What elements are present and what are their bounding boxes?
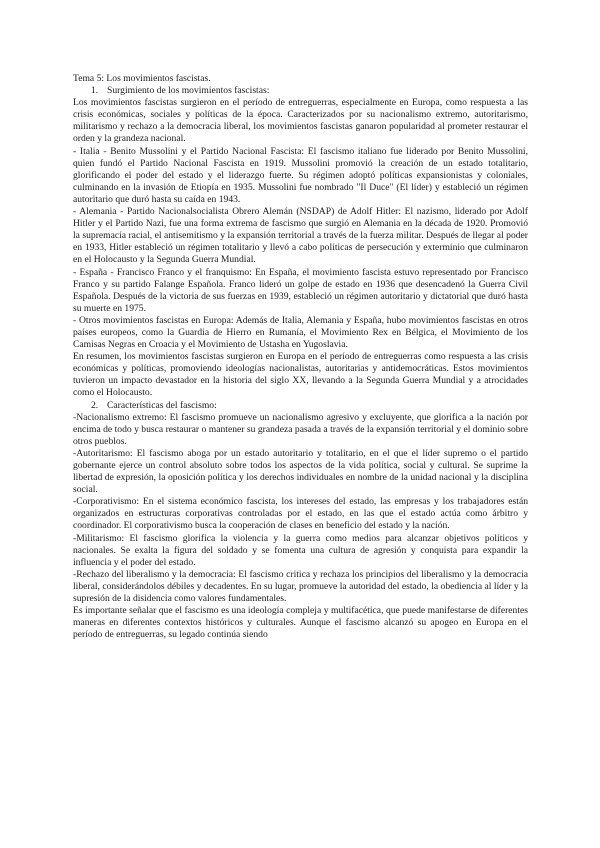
paragraph-militarismo: -Militarismo: El fascismo glorifica la violencia y la guerra como medios para alcanzar objetivos políticos y nacionales. Se exalta la figura del soldado y se fomenta una cultura de agresión y conquista para expandir la influencia y el poder del estado. (73, 532, 528, 568)
paragraph-intro: Los movimientos fascistas surgieron en el período de entreguerras, especialmente en Europa, como respuesta a las crisis económicas, sociales y políticas de la época. Caracterizados por su nacionalismo extremo, autoritarismo, militarismo y rechazo a la democracia liberal, los movimientos fascistas ganaron popularidad al prometer restaurar el orden y la grandeza nacional. (73, 97, 528, 145)
paragraph-italia: - Italia - Benito Mussolini y el Partido Nacional Fascista: El fascismo italiano fue liderado por Benito Mussolini, quien fundó el Partido Nacional Fascista en 1919. Mussolini promovió la creación de un estado totalitario, glorificando el poder del estado y el liderazgo fuerte. Su régimen adoptó políticas expansionistas y coloniales, culminando en la invasión de Etiopía en 1935. Mussolini fue nombrado "Il Duce" (El líder) y estableció un régimen autoritario que duró hasta su caída en 1943. (73, 145, 528, 205)
section-2-heading (73, 400, 528, 412)
section-2-heading-text: Características del fascismo: (107, 399, 217, 411)
paragraph-conclusion: Es importante señalar que el fascismo es una ideología compleja y multifacética, que puede manifestarse de diferentes maneras en diferentes contextos históricos y culturales. Aunque el fascismo alcanzó su apogeo en Europa en el período de entreguerras, su legado continúa siendo (73, 605, 528, 641)
paragraph-resumen: En resumen, los movimientos fascistas surgieron en Europa en el período de entreguerras como respuesta a las crisis económicas y políticas, promoviendo ideologías nacionalistas, autoritarias y antidemocráticas. Estos movimientos tuvieron un impacto devastador en la historia del siglo XX, llevando a la Segunda Guerra Mundial y a atrocidades como el Holocausto. (73, 351, 528, 399)
section-1-heading (73, 85, 528, 97)
paragraph-rechazo: -Rechazo del liberalismo y la democracia: El fascismo critica y rechaza los principios del liberalismo y la democracia liberal, considerándolos débiles y decadentes. En su lugar, promueve la autoridad del estado, la obediencia al líder y la supresión de la disidencia como valores fundamentales. (73, 568, 528, 605)
paragraph-nacionalismo: -Nacionalismo extremo: El fascismo promueve un nacionalismo agresivo y excluyente, que glorifica a la nación por encima de todo y busca restaurar o mantener su grandeza pasada a través de la expansión territorial y el dominio sobre otros pueblos. (73, 411, 528, 447)
paragraph-autoritarismo: -Autoritarismo: El fascismo aboga por un estado autoritario y totalitario, en el que el líder supremo o el partido gobernante ejerce un control absoluto sobre todos los aspectos de la vida política, social y cultural. Se suprime la libertad de expresión, la oposición política y los derechos individuales en nombre de la unidad nacional y la disciplina social. (73, 447, 528, 496)
section-1-number: 1. (91, 85, 99, 97)
document-page (73, 73, 528, 641)
paragraph-espana: - España - Francisco Franco y el franquismo: En España, el movimiento fascista estuvo representado por Francisco Franco y su partido Falange Española. Franco lideró un golpe de estado en 1936 que desencadenó la Guerra Civil Española. Después de la victoria de sus fuerzas en 1939, estableció un régimen autoritario y dictatorial que duró hasta su muerte en 1975. (73, 266, 528, 314)
section-2-number: 2. (91, 399, 99, 411)
document-title: Tema 5: Los movimientos fascistas. (73, 73, 211, 84)
paragraph-otros: - Otros movimientos fascistas en Europa: Además de Italia, Alemania y España, hubo movimientos fascistas en otros países europeos, como la Guardia de Hierro en Rumanía, el Movimiento Rex en Bélgica, el Movimiento de los Camisas Negras en Croacia y el Movimiento de Ustasha en Yugoslavia. (73, 314, 528, 351)
section-1-heading-text: Surgimiento de los movimientos fascistas: (107, 85, 270, 97)
paragraph-corporativismo: -Corporativismo: En el sistema económico fascista, los intereses del estado, las empresas y los trabajadores están organizados en estructuras corporativas controladas por el estado, en las que el estado actúa como árbitro y coordinador. El corporativismo busca la cooperación de clases en beneficio del estado y la nación. (73, 496, 528, 532)
paragraph-alemania: - Alemania - Partido Nacionalsocialista Obrero Alemán (NSDAP) de Adolf Hitler: El nazismo, liderado por Adolf Hitler y el Partido Nazi, fue una forma extrema de fascismo que surgió en Alemania en la década de 1920. Promovió la supremacía racial, el antisemitismo y la expansión territorial a través de la fuerza militar. Después de llegar al poder en 1933, Hitler estableció un régimen totalitario y llevó a cabo políticas de persecución y exterminio que culminaron en el Holocausto y la Segunda Guerra Mundial. (73, 206, 528, 266)
